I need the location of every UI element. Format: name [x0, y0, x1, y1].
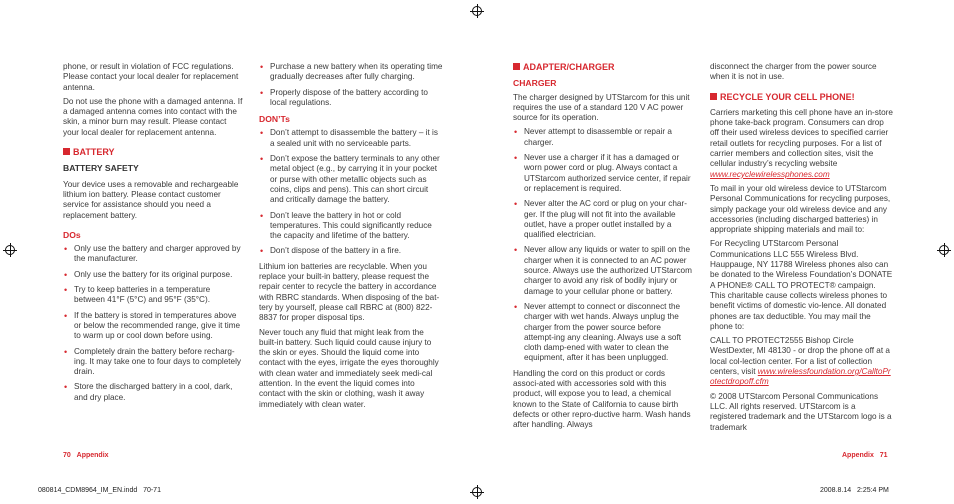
- battery-heading: BATTERY: [63, 147, 243, 157]
- list-item: • Don’t dispose of the battery in a fire.: [259, 246, 443, 256]
- square-bullet-icon: [710, 93, 717, 100]
- slug-file: 080814_CDM8964_IM_EN.indd 70-71: [38, 487, 161, 494]
- charger-list: [513, 127, 693, 363]
- battery-intro: Your device uses a removable and rechargeable lithium ion battery. Please contact customer service for assistance should you need a replacement battery.: [63, 179, 239, 220]
- footer-right: [842, 452, 888, 459]
- footer-label-right: Appendix: [842, 452, 874, 459]
- recycle-battery-paragraph: Lithium ion batteries are recyclable. When you replace your built-in battery, please request the repair center to recycle the battery in accordance with RBRC standards. When disposing of the bat-tery by yourself, please call RBRC at (800) 822-8837 for proper disposal tips.: [259, 261, 440, 323]
- carriers-paragraph: Carriers marketing this cell phone have an in-store phone take-back program. Consumers can drop off their used wireless devices to specified carrier retail outlets for recycling purposes. For a list of carrier members and collection sites, visit the cellular industry’s recycling website www.recyclewirelessphones.com: [710, 107, 893, 179]
- square-bullet-icon: [63, 148, 70, 155]
- list-item: • Try to keep batteries in a temperature between 41°F (5°C) and 95°F (35°C).: [63, 285, 243, 306]
- charger-heading: CHARGER: [513, 78, 557, 89]
- list-item: • Purchase a new battery when its operating time gradually decreases after fully charging.: [259, 62, 443, 83]
- footer-left: [63, 452, 109, 459]
- page-number-left: 70: [63, 452, 71, 459]
- damaged-antenna-paragraph: Do not use the phone with a damaged antenna. If a damaged antenna comes into contact with the skin, a minor burn may result. Please contact your local dealer for replacement antenna.: [63, 96, 243, 137]
- column-3: [513, 62, 693, 435]
- list-item: • Never use a charger if it has a damaged or worn power cord or plug. Always contact a UTStarcom authorized service center, if repair or replacement is required.: [513, 153, 693, 194]
- donts-heading: DON’Ts: [259, 114, 290, 125]
- list-item: • If the battery is stored in temperatures above or below the recommended range, give it time to warm up or cool down before using.: [63, 311, 243, 342]
- registration-mark-left: [3, 243, 17, 257]
- list-item: • Don’t expose the battery terminals to any other metal object (e.g., by carrying it in your pocket or purse with other metallic objects such as coins, clips and pens). This can short circuit and critically damage the battery.: [259, 154, 443, 205]
- slug-timestamp: 2008.8.14 2:25:4 PM: [820, 487, 889, 494]
- list-item: • Completely drain the battery before recharg-ing. It may take one to four days to completely drain.: [63, 347, 243, 378]
- column-1: [63, 62, 243, 408]
- wireless-foundation-link[interactable]: www.wirelessfoundation.org/CalltoProtectdropoff.cfm: [710, 367, 891, 387]
- list-item: • Only use the battery for its original purpose.: [63, 270, 243, 280]
- list-item: • Never attempt to disassemble or repair a charger.: [513, 127, 693, 148]
- list-item: • Never allow any liquids or water to spill on the charger when it is connected to an AC power source. Always use the authorized UTStarcom charger to avoid any risk of bodily injury or damage to your cellular phone or battery.: [513, 245, 693, 296]
- list-item: • Don’t leave the battery in hot or cold temperatures. This could significantly reduce the capacity and lifetime of the battery.: [259, 211, 443, 242]
- charger-intro: The charger designed by UTStarcom for this unit requires the use of a standard 120 V AC power source for its operation.: [513, 92, 690, 123]
- list-item: • Never alter the AC cord or plug on your char-ger. If the plug will not fit into the available outlet, have a proper outlet installed by a qualified electrician.: [513, 199, 693, 240]
- registration-mark-bottom: [470, 485, 484, 499]
- copyright-paragraph: © 2008 UTStarcom Personal Communications LLC. All rights reserved. UTStarcom is a registered trademark and the UTStarcom logo is a trademark: [710, 391, 892, 432]
- list-item: • Store the discharged battery in a cool, dark, and dry place.: [63, 382, 243, 403]
- battery-top-list: [259, 62, 443, 108]
- footer-label-left: Appendix: [76, 452, 109, 459]
- handling-paragraph: Handling the cord on this product or cords associ-ated with accessories sold with this product, will expose you to lead, a chemical known to the State of California to cause birth defects or other repro-ductive harm. Wash hands after handling. Always: [513, 368, 691, 430]
- list-item: • Properly dispose of the battery according to local regulations.: [259, 88, 443, 109]
- donts-list: [259, 128, 443, 256]
- column-4: [710, 62, 893, 437]
- dos-list: [63, 244, 243, 403]
- mail-paragraph: To mail in your old wireless device to UTStarcom Personal Communications for recycling purposes, simply package your old wireless device and any accessories (including discharged batteries) in appropriate shipping materials and mail to:: [710, 183, 891, 235]
- battery-safety-heading: BATTERY SAFETY: [63, 163, 139, 174]
- page-number-right: 71: [879, 452, 888, 459]
- recycle-heading: RECYCLE YOUR CELL PHONE!: [710, 92, 893, 102]
- list-item: • Never attempt to connect or disconnect the charger with wet hands. Always unplug the charger from the power source before attempt-ing any cleaning. Always use a soft cloth damp-ened with water to clean the equipment, after it has been unplugged.: [513, 302, 693, 364]
- call-to-protect-paragraph: CALL TO PROTECT2555 Bishop Circle WestDexter, MI 48130 - or drop the phone off at a local col-lection center. For a list of collection centers, visit www.wirelessfoundation.org/CalltoProtectdropoff.cfm: [710, 336, 891, 387]
- square-bullet-icon: [513, 63, 520, 70]
- address-paragraph: For Recycling UTStarcom Personal Communications LLC 555 Wireless Blvd. Hauppauge, NY 11788 Wireless phones also can be donated to the Wireless Foundation’s DONATE A PHONE® CALL TO PROTECT® campaign. This charitable cause collects wireless phones to benefit victims of domestic vio-lence. All donated phones are tax deductible. You may mail the phone to:: [710, 239, 893, 331]
- list-item: • Don’t attempt to disassemble the battery – it is a sealed unit with no serviceable parts.: [259, 128, 443, 149]
- fluid-leak-paragraph: Never touch any fluid that might leak from the built-in battery. Such liquid could cause injury to the skin or eyes. Should the liquid come into contact with the eyes, irrigate the eyes thoroughly with clean water and immediately seek medi-cal attention. In the event the liquid comes into contact with the skin or clothing, wash it away immediately with clean water.: [259, 327, 439, 409]
- recycle-website-link[interactable]: www.recyclewirelessphones.com: [710, 169, 830, 179]
- adapter-charger-heading: ADAPTER/CHARGER: [513, 62, 693, 72]
- column-2: [259, 62, 443, 414]
- registration-mark-right: [937, 243, 951, 257]
- dos-heading: DOs: [63, 229, 81, 240]
- antenna-paragraph: phone, or result in violation of FCC regulations. Please contact your local dealer for replacement antenna.: [63, 62, 239, 92]
- disconnect-paragraph: disconnect the charger from the power source when it is not in use.: [710, 62, 877, 82]
- registration-mark-top: [470, 4, 484, 18]
- list-item: • Only use the battery and charger approved by the manufacturer.: [63, 244, 243, 265]
